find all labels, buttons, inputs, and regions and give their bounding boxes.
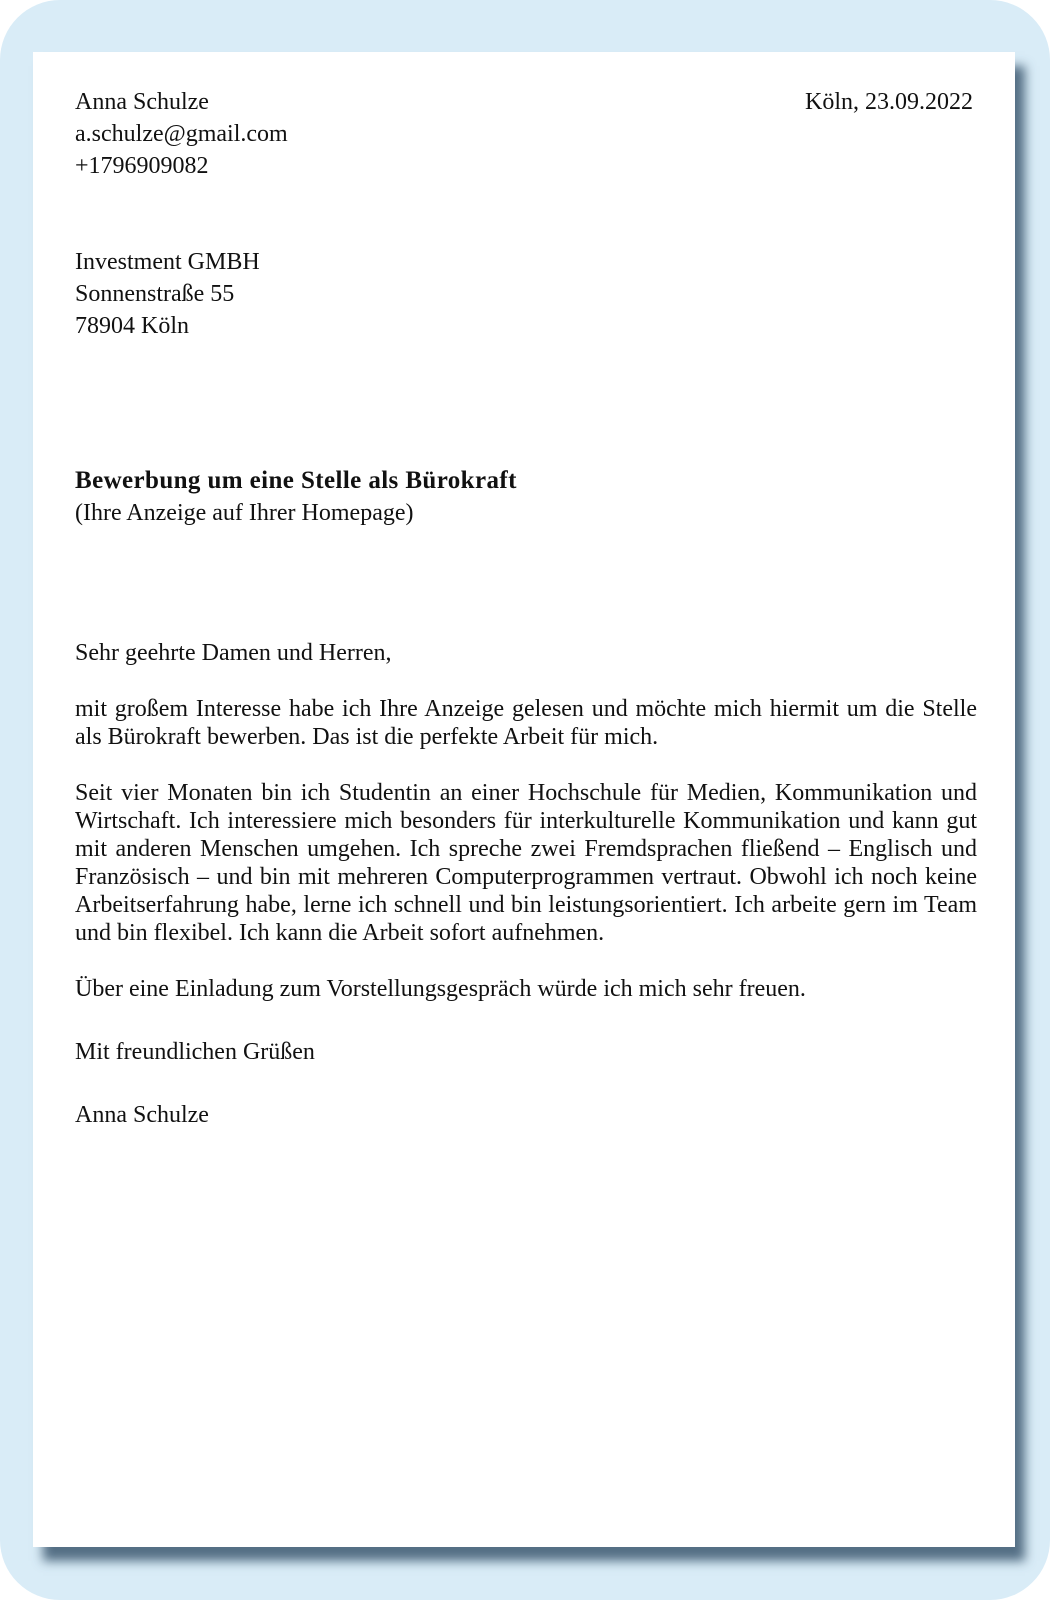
- closing: Mit freundlichen Grüßen: [75, 1039, 315, 1065]
- letter-body: [75, 639, 977, 1129]
- subject-title: Bewerbung um eine Stelle als Bürokraft: [75, 467, 517, 494]
- sender-email: a.schulze@gmail.com: [75, 121, 288, 147]
- subject-block: [75, 464, 517, 528]
- recipient-block: [75, 246, 260, 342]
- salutation: Sehr geehrte Damen und Herren,: [75, 640, 392, 666]
- letter-sheet: [33, 52, 1015, 1547]
- subject-subtitle: (Ihre Anzeige auf Ihrer Homepage): [75, 500, 414, 526]
- recipient-company: Investment GMBH: [75, 249, 260, 275]
- date-line: Köln, 23.09.2022: [805, 89, 973, 115]
- paragraph-intro: mit großem Interesse habe ich Ihre Anzeige gelesen und möchte mich hiermit um die Stelle als Bürokraft bewerben. Das ist die perfekte Arbeit für mich.: [75, 696, 977, 750]
- recipient-street: Sonnenstraße 55: [75, 281, 235, 307]
- sender-phone: +1796909082: [75, 153, 209, 179]
- recipient-city: 78904 Köln: [75, 313, 189, 339]
- paragraph-qualifications: Seit vier Monaten bin ich Studentin an einer Hochschule für Medien, Kommunikation und Wirtschaft. Ich interessiere mich besonders für interkulturelle Kommunikation und kann gut mit anderen Menschen umgehen. Ich spreche zwei Fremdsprachen fließend – Englisch und Französisch – und bin mit mehreren Computerprogrammen vertraut. Obwohl ich noch keine Arbeitserfahrung habe, lerne ich schnell und bin leistungsorientiert. Ich arbeite gern im Team und bin flexibel. Ich kann die Arbeit sofort aufnehmen.: [75, 780, 977, 946]
- sender-name: Anna Schulze: [75, 89, 209, 115]
- paragraph-invitation: Über eine Einladung zum Vorstellungsgespräch würde ich mich sehr freuen.: [75, 976, 806, 1002]
- sender-block: [75, 86, 288, 182]
- signature: Anna Schulze: [75, 1102, 209, 1128]
